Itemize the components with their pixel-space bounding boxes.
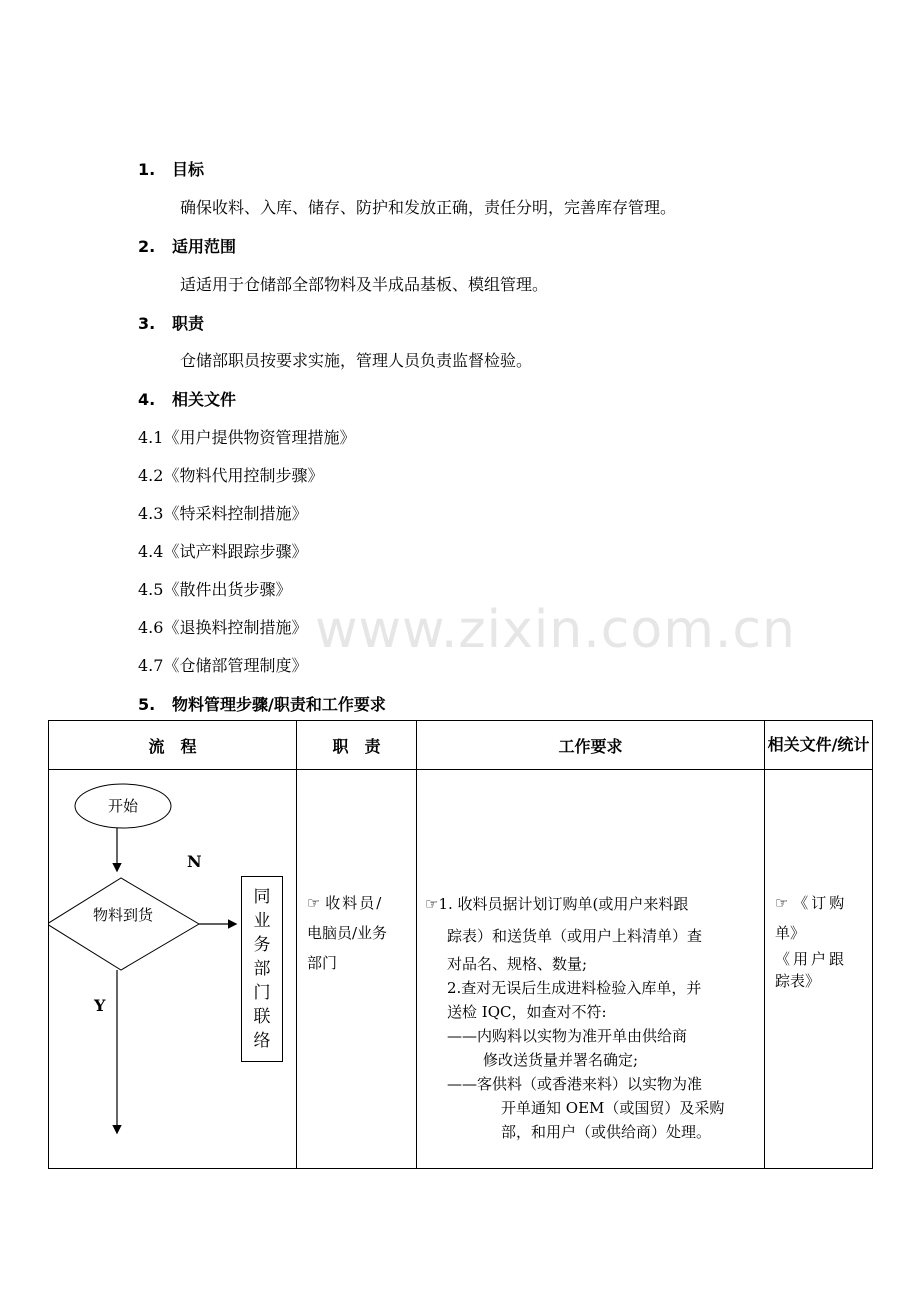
box-char: 部 [253,959,271,979]
responsibility-line: 收料员/ [325,894,384,912]
reference-item: 4.7《仓储部管理制度》 [138,656,308,675]
work-line: 1. 收料员据计划订购单(或用户来料跟 [438,895,689,913]
pointing-hand-icon: ☞ [775,894,789,912]
reference-item: 4.4《试产料跟踪步骤》 [138,542,308,561]
responsibility-line: 部门 [307,954,338,972]
section-title: 职责 [172,314,205,333]
section-2-text: 适适用于仓储部全部物料及半成品基板、模组管理。 [180,275,549,294]
watermark: www.zixin.com.cn [315,600,796,660]
work-line: 修改送货量并署名确定; [483,1051,639,1069]
reference-item: 4.1《用户提供物资管理措施》 [138,428,356,447]
header-work-requirements: 工作要求 [417,721,765,770]
reference-item: 4.3《特采料控制措施》 [138,504,308,523]
section-5-heading [138,692,386,715]
related-doc-line: 踪表》 [775,972,821,990]
work-line: 踪表）和送货单（或用户上料清单）查 [447,927,703,945]
section-1-text: 确保收料、入库、储存、防护和发放正确，责任分明，完善库存管理。 [180,198,677,217]
start-node-label: 开始 [107,797,139,815]
section-number: 3. [138,314,156,333]
related-docs-text [775,888,867,992]
work-line: 对品名、规格、数量; [447,955,588,973]
decision-node-label: 物料到货 [92,906,154,924]
header-responsibility: 职 责 [297,721,417,770]
section-2-heading [138,234,236,257]
section-number: 5. [138,695,156,714]
section-4-heading [138,387,236,410]
responsibility-line: 电脑员/业务 [307,924,388,942]
section-number: 4. [138,390,156,409]
section-3-heading [138,311,204,334]
business-dept-contact-box [241,876,283,1062]
section-title: 目标 [172,160,205,179]
header-related-docs: 相关文件/统计 [765,721,873,770]
box-char: 同 [253,887,271,907]
section-number: 1. [138,160,156,179]
no-label: N [187,852,202,871]
pointing-hand-icon: ☞ [425,895,439,913]
responsibility-text [307,888,409,978]
reference-item: 4.5《散件出货步骤》 [138,580,292,599]
section-3-text: 仓储部职员按要求实施，管理人员负责监督检验。 [180,351,533,370]
procedure-table [48,720,873,1169]
related-doc-line: 《用户跟 [775,950,848,968]
header-flow: 流 程 [49,721,297,770]
work-line: ——内购料以实物为准开单由供给商 [447,1027,688,1045]
work-line: ——客供料（或香港来料）以实物为准 [447,1075,703,1093]
box-char: 务 [253,935,271,955]
related-doc-line: 《订购 [793,894,848,912]
reference-item: 4.6《退换料控制措施》 [138,618,308,637]
work-line: 送检 IQC，如查对不符: [447,1003,607,1021]
box-char: 业 [253,911,271,931]
section-title: 相关文件 [172,390,237,409]
pointing-hand-icon: ☞ [307,894,321,912]
yes-label: Y [94,996,106,1015]
section-number: 2. [138,237,156,256]
box-char: 络 [253,1031,271,1051]
section-title: 物料管理步骤/职责和工作要求 [172,695,386,714]
work-line: 部，和用户（或供给商）处理。 [501,1123,712,1141]
flow-cell [49,770,297,1169]
related-docs-cell [765,770,873,1169]
work-line: 开单通知 OEM（或国贸）及采购 [501,1099,725,1117]
work-line: 2.查对无误后生成进料检验入库单，并 [447,979,702,997]
box-char: 联 [253,1007,271,1027]
responsibility-cell [297,770,417,1169]
section-title: 适用范围 [172,237,237,256]
work-requirements-cell [417,770,765,1169]
box-char: 门 [253,983,271,1003]
table-row [49,770,873,1169]
work-requirements-text [425,888,761,1144]
decision-node [49,878,199,970]
reference-item: 4.2《物料代用控制步骤》 [138,466,324,485]
table-header-row [49,721,873,770]
related-doc-line: 单》 [775,924,806,942]
section-1-heading [138,157,204,180]
